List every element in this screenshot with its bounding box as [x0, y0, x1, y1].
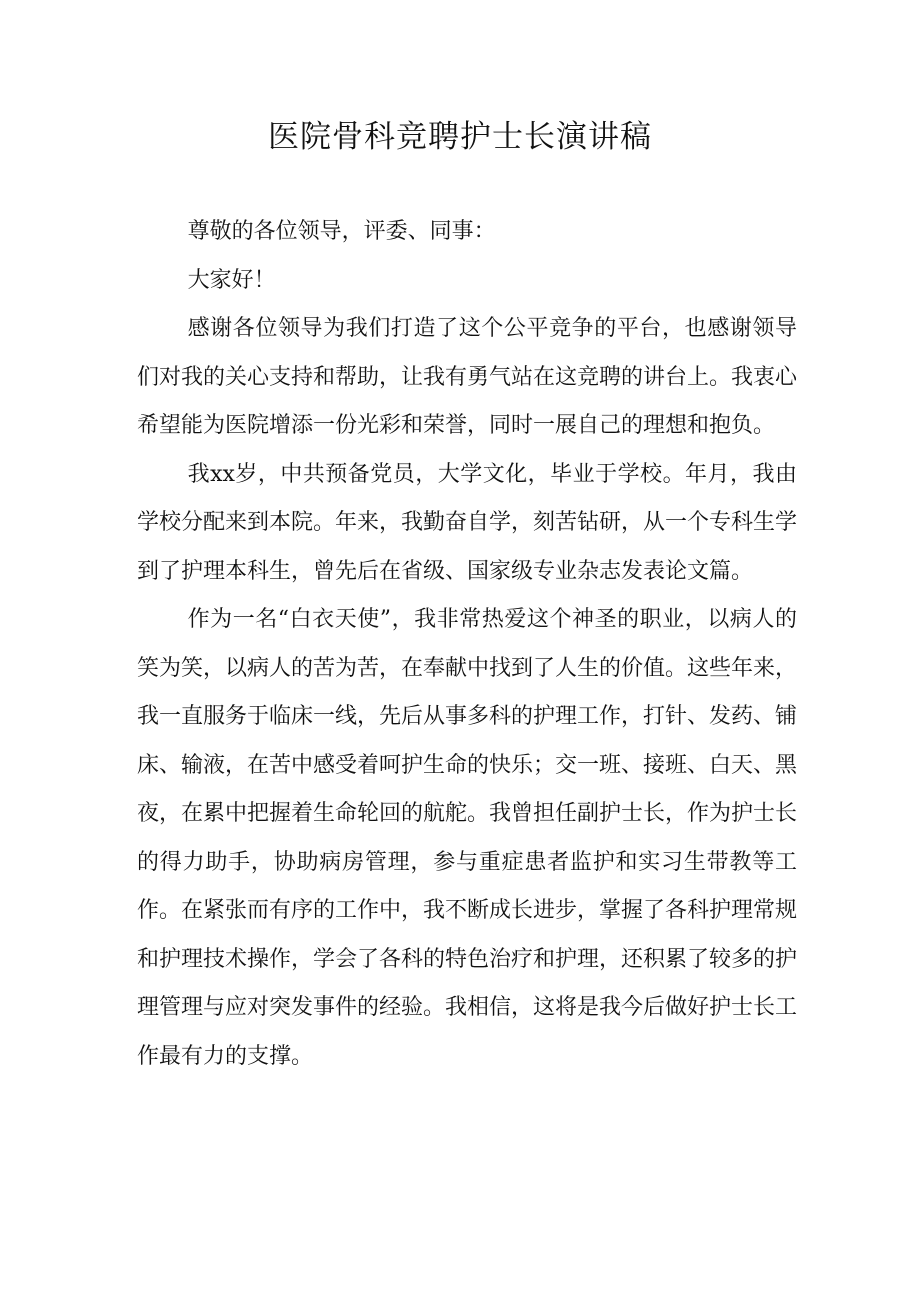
greeting-paragraph: 大家好！: [187, 267, 276, 293]
salutation-paragraph: 尊敬的各位领导，评委、同事：: [187, 219, 496, 244]
document-body: [137, 208, 797, 1081]
thanks-paragraph: 感谢各位领导为我们打造了这个公平竞争的平台，也感谢领导们对我的关心支持和帮助，让我有勇气站在这竞聘的讲台上。我衷心希望能为医院增添一份光彩和荣誉，同时一展自己的理想和抱负。: [137, 316, 798, 438]
document-title: 医院骨科竞聘护士长演讲稿: [268, 119, 652, 155]
experience-paragraph: 作为一名“白衣天使”，我非常热爱这个神圣的职业，以病人的笑为笑，以病人的苦为苦，在奉献中找到了人生的价值。这些年来，我一直服务于临床一线，先后从事多科的护理工作，打针、发药、铺床、输液，在苦中感受着呵护生命的快乐；交一班、接班、白天、黑夜，在累中把握着生命轮回的航舵。我曾担任副护士长，作为护士长的得力助手，协助病房管理，参与重症患者监护和实习生带教等工作。在紧张而有序的工作中，我不断成长进步，掌握了各科护理常规和护理技术操作，学会了各科的特色治疗和护理，还积累了较多的护理管理与应对突发事件的经验。我相信，这将是我今后做好护士长工作最有力的支撑。: [137, 607, 798, 1069]
background-paragraph: 我xx岁，中共预备党员，大学文化，毕业于学校。年月，我由学校分配来到本院。年来，我勤奋自学，刻苦钻研，从一个专科生学到了护理本科生，曾先后在省级、国家级专业杂志发表论文篇。: [137, 461, 798, 584]
